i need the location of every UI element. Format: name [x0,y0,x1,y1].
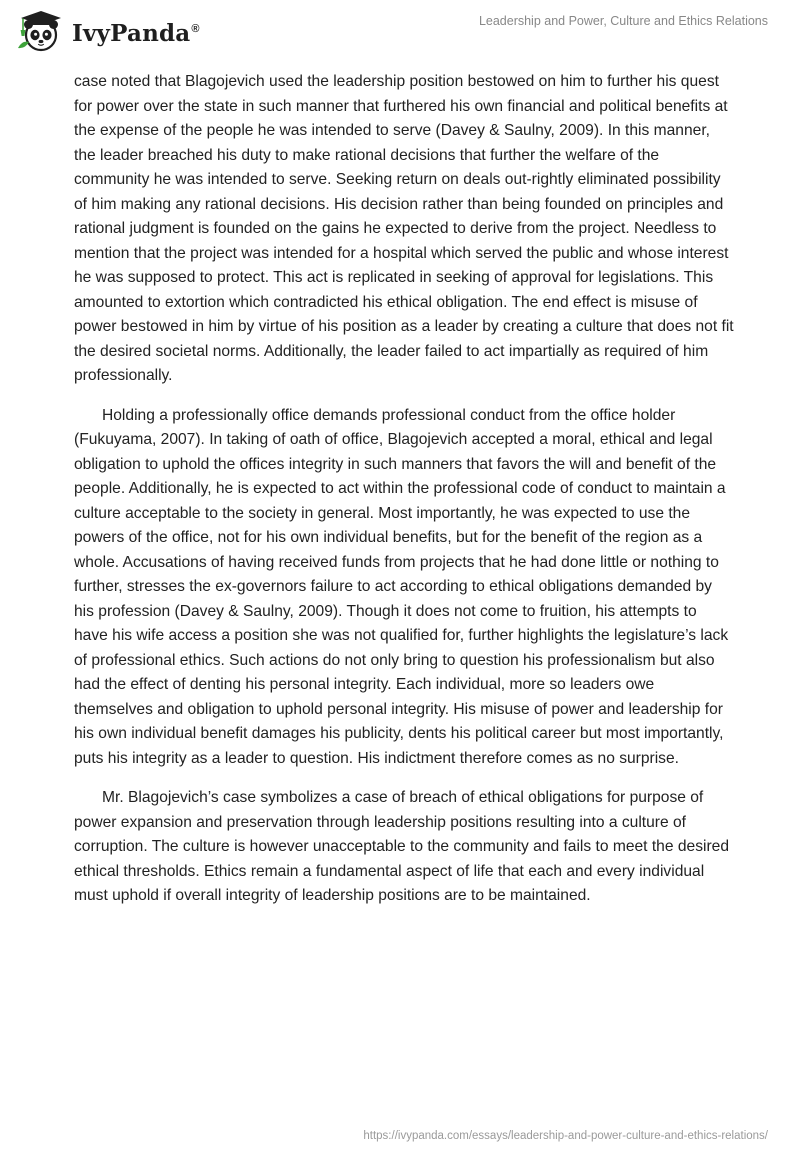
essay-body [74,70,734,909]
ivypanda-logo[interactable] [14,8,200,54]
page-header [0,0,800,60]
registered-mark: ® [191,22,200,35]
paragraph-2: Holding a professionally office demands professional conduct from the office holder (Fukuyama, 2007). In taking of oath of office, Blagojevich accepted a moral, ethical and legal obligation to uphold the offices integrity in such manners that favors the will and benefit of the people. Additionally, he is expected to act within the professional code of conduct to maintain a culture acceptable to the society in general. Most importantly, he was expected to use the powers of the office, not for his own individual benefits, but for the benefit of the region as a whole. Accusations of having received funds from projects that he had done little or nothing to further, stresses the ex-governors failure to act according to ethical obligations demanded by his profession (Davey & Saulny, 2009). Though it does not come to fruition, his attempts to have his wife access a position she was not qualified for, further highlights the legislature’s lack of professional ethics. Such actions do not only bring to question his professionalism but also had the effect of denting his personal integrity. Each individual, more so leaders owe themselves and obligation to uphold personal integrity. His misuse of power and leadership for his own individual benefit damages his publicity, dents his political career but most importantly, puts his integrity as a leader to question. His indictment therefore comes as no surprise. [74,406,729,767]
paragraph-3: Mr. Blagojevich’s case symbolizes a case of breach of ethical obligations for purpose of power expansion and preservation through leadership positions resulting into a culture of corruption. The culture is however unacceptable to the community and fails to meet the desired ethical thresholds. Ethics remain a fundamental aspect of life that each and every individual must uphold if overall integrity of leadership positions are to be maintained. [74,789,730,904]
source-url[interactable]: https://ivypanda.com/essays/leadership-and-power-culture-and-ethics-relations/ [363,1130,768,1142]
brand-name [72,20,200,47]
paragraph-1: case noted that Blagojevich used the leadership position bestowed on him to further his quest for power over the state in such manner that furthered his own financial and political benefits at the expense of the people he was intended to serve (Davey & Saulny, 2009). In this manner, the leader breached his duty to make rational decisions that further the welfare of the community he was intended to serve. Seeking return on deals out-rightly eliminated possibility of him making any rational decisions. His decision rather than being founded on principles and rational judgment is founded on the gains he expected to derive from the project. Needless to mention that the project was intended for a hospital which served the public and whose interest he was supposed to protect. This act is replicated in seeking of approval for legislations. This amounted to extortion which contradicted his ethical obligation. The end effect is misuse of power bestowed in him by virtue of his position as a leader by creating a culture that does not fit the desired societal norms. Additionally, the leader failed to act impartially as required of him professionally. [74,73,734,384]
document-title: Leadership and Power, Culture and Ethics Relations [478,14,768,28]
brand-name-text: IvyPanda [72,19,191,47]
panda-graduation-cap-icon [14,8,68,54]
